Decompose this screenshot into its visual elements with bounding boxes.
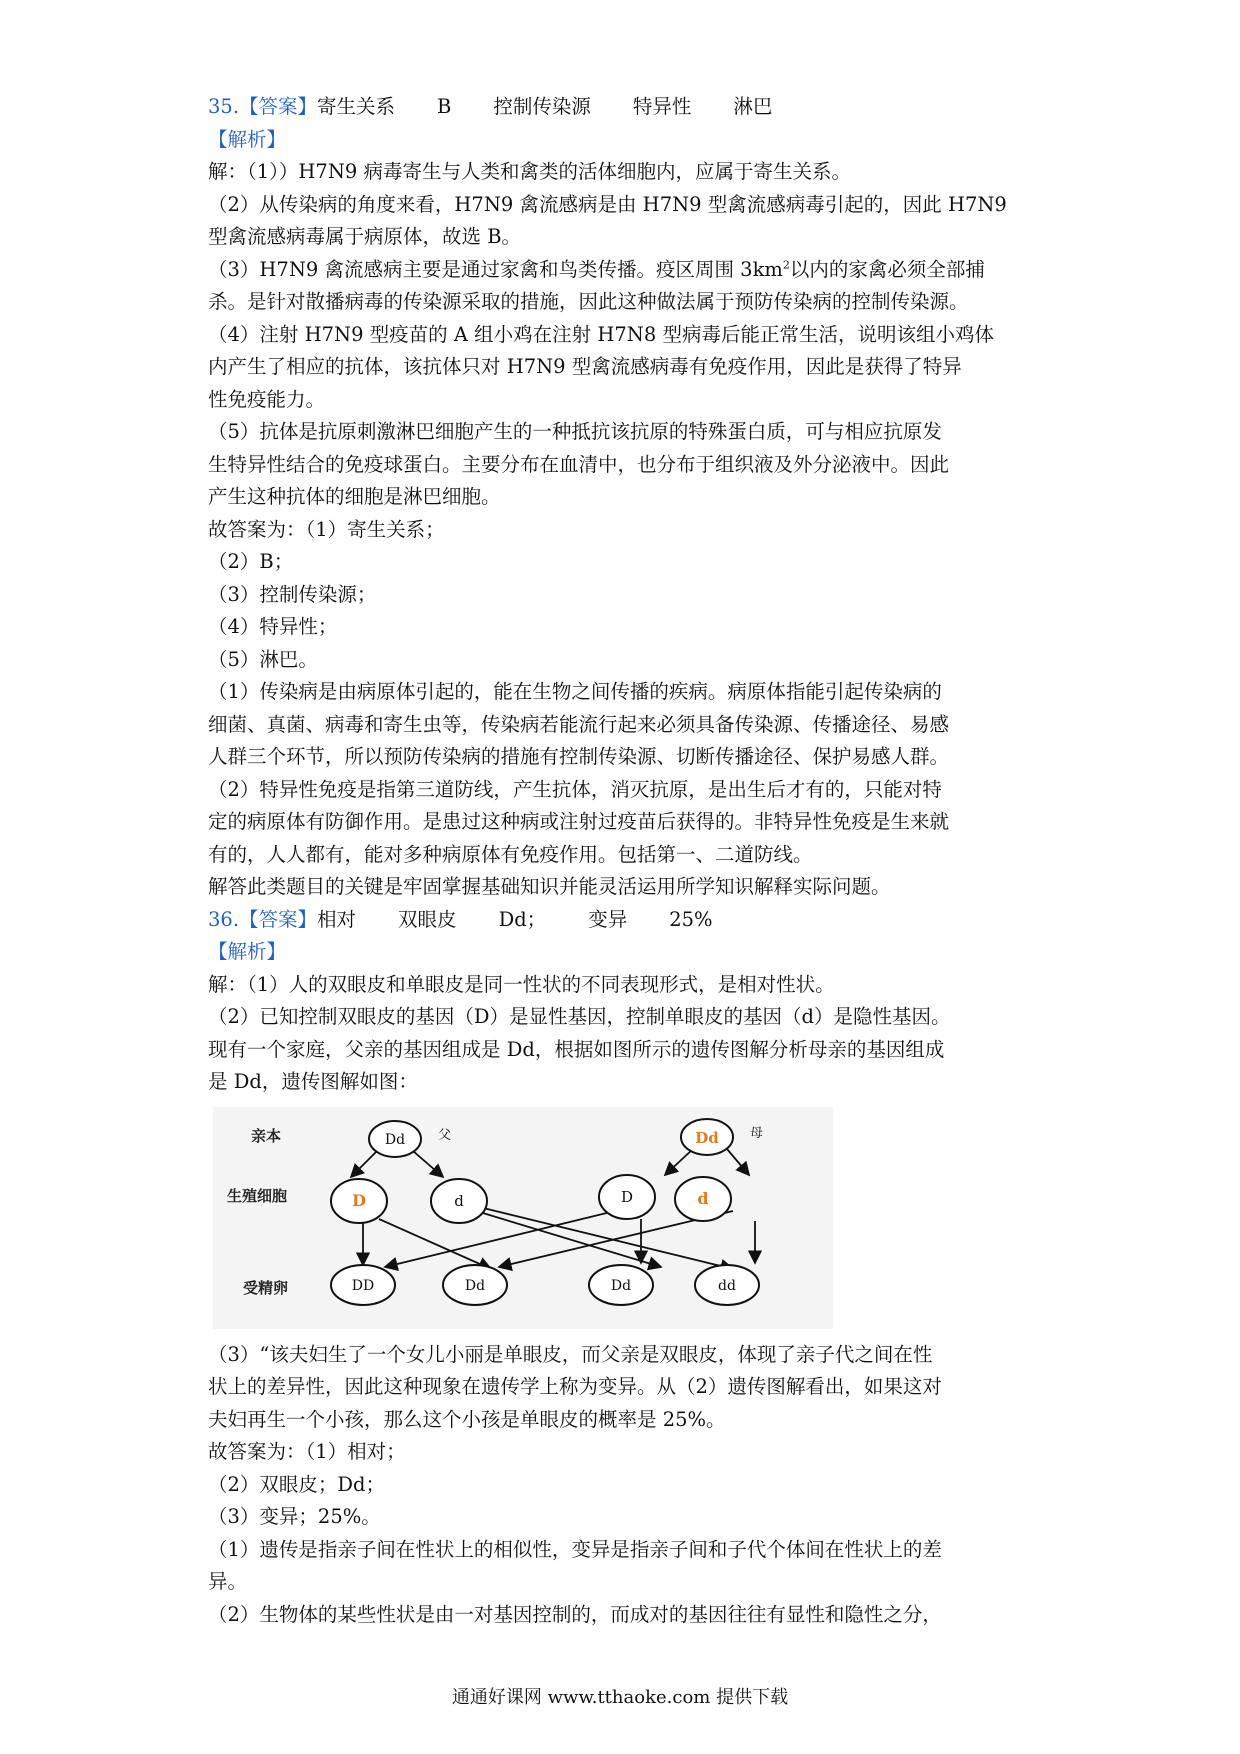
q35-line: （1）传染病是由病原体引起的，能在生物之间传播的疾病。病原体指能引起传染病的 [208, 680, 942, 703]
mother-genotype: Dd [695, 1128, 719, 1147]
father-genotype: Dd [384, 1131, 406, 1148]
mother-label: 母 [750, 1125, 764, 1141]
zygote-label: dd [718, 1277, 736, 1294]
q35-answer-3: 控制传染源 [493, 95, 591, 118]
q35-line: （5）抗体是抗原刺激淋巴细胞产生的一种抵抗该抗原的特殊蛋白质，可与相应抗原发 [208, 420, 942, 443]
q35-line: （4）特异性； [208, 615, 338, 638]
page-footer: 通通好课网 www.tthaoke.com 提供下载 [451, 1687, 789, 1708]
q36-line: 异。 [208, 1570, 248, 1593]
q36-line: （1）遗传是指亲子间在性状上的相似性，变异是指亲子间和子代个体间在性状上的差 [208, 1537, 942, 1561]
q35-line: （2）从传染病的角度来看，H7N9 禽流感病是由 H7N9 型禽流感病毒引起的，因此 H7N9 [208, 192, 1007, 216]
inheritance-diagram-svg [213, 1107, 833, 1329]
q35-answer-2: B [437, 95, 452, 118]
q35-line: 性免疫能力。 [208, 387, 326, 411]
zygote-label: DD [351, 1277, 375, 1294]
zygote-label: Dd [464, 1277, 486, 1294]
q36-line: 故答案为：（1）相对； [208, 1440, 406, 1463]
q35-analysis-tag: 【解析】 [208, 127, 287, 151]
zygote-label: Dd [610, 1277, 632, 1294]
q36-line: 夫妇再生一个小孩，那么这个小孩是单眼皮的概率是 25%。 [208, 1407, 726, 1431]
q35-answer-5: 淋巴 [733, 95, 773, 118]
q35-line: 产生这种抗体的细胞是淋巴细胞。 [208, 485, 501, 508]
father-label: 父 [438, 1127, 452, 1143]
q35-line: （2）B； [208, 550, 294, 573]
q35-line: 故答案为：（1）寄生关系； [208, 517, 445, 541]
gamete-label: D [352, 1190, 366, 1210]
q35-line: 解答此类题目的关键是牢固掌握基础知识并能灵活运用所学知识解释实际问题。 [208, 875, 891, 898]
q36-number: 36. [208, 907, 240, 931]
q35-answer-header [208, 91, 1048, 124]
row-label-zygotes: 受精卵 [243, 1278, 289, 1297]
superscript: 2 [782, 258, 790, 271]
gamete-label: D [620, 1187, 634, 1206]
q35-answer-4: 特异性 [632, 95, 692, 118]
q36-answer-2: 双眼皮 [398, 907, 457, 931]
q35-line: 型禽流感病毒属于病原体，故选 B。 [208, 225, 522, 248]
q35-line: 定的病原体有防御作用。是患过这种病或注射过疫苗后获得的。非特异性免疫是生来就 [208, 810, 950, 833]
row-label-gametes: 生殖细胞 [227, 1186, 288, 1205]
q35-line: 内产生了相应的抗体，该抗体只对 H7N9 型禽流感病毒有免疫作用，因此是获得了特异 [208, 355, 962, 378]
q36-line: （2）双眼皮；Dd； [208, 1472, 386, 1496]
q36-line: 是 Dd，遗传图解如图： [208, 1070, 418, 1093]
document-body [208, 91, 1048, 1631]
row-label-parents: 亲本 [251, 1126, 282, 1145]
q35-answer-1: 寄生关系 [317, 95, 396, 118]
q36-answer-1: 相对 [317, 907, 357, 931]
gamete-label: d [454, 1191, 464, 1210]
q35-line-with-superscript [208, 254, 1048, 287]
q36-line: （2）已知控制双眼皮的基因（D）是显性基因，控制单眼皮的基因（d）是隐性基因。 [208, 1005, 951, 1028]
q35-line: （4）注射 H7N9 型疫苗的 A 组小鸡在注射 H7N8 型病毒后能正常生活，说明该组小鸡体 [208, 322, 994, 346]
gamete-label: d [697, 1188, 709, 1208]
q36-line: 现有一个家庭，父亲的基因组成是 Dd，根据如图所示的遗传图解分析母亲的基因组成 [208, 1037, 945, 1061]
q36-answer-3: Dd； [498, 907, 547, 931]
q36-line: 解：（1）人的双眼皮和单眼皮是同一性状的不同表现形式，是相对性状。 [208, 972, 835, 996]
inheritance-diagram [213, 1107, 833, 1329]
q35-line: 生特异性结合的免疫球蛋白。主要分布在血清中，也分布于组织液及外分泌液中。因此 [208, 452, 950, 476]
q35-line: （3）控制传染源； [208, 582, 377, 606]
q36-answer-4: 变异 [588, 907, 628, 931]
q35-line-head: （3）H7N9 禽流感病主要是通过家禽和鸟类传播。疫区周围 3km [208, 257, 783, 281]
q35-line-tail: 以内的家禽必须全部捕 [789, 257, 985, 281]
q35-line: 有的，人人都有，能对多种病原体有免疫作用。包括第一、二道防线。 [208, 842, 813, 866]
q36-line: （3）“该夫妇生了一个女儿小丽是单眼皮，而父亲是双眼皮，体现了亲子代之间在性 [208, 1342, 933, 1366]
q36-line: （3）变异；25%。 [208, 1505, 381, 1528]
q35-line: （2）特异性免疫是指第三道防线，产生抗体，消灭抗原，是出生后才有的，只能对特 [208, 777, 942, 801]
q35-line: 解：（1））H7N9 病毒寄生与人类和禽类的活体细胞内，应属于寄生关系。 [208, 160, 851, 183]
q36-analysis-tag: 【解析】 [208, 940, 287, 963]
q35-line: （5）淋巴。 [208, 647, 318, 671]
q35-line: 杀。是针对散播病毒的传染源采取的措施，因此这种做法属于预防传染病的控制传染源。 [208, 290, 969, 313]
q35-line: 人群三个环节，所以预防传染病的措施有控制传染源、切断传播途径、保护易感人群。 [208, 745, 950, 768]
q36-line: （2）生物体的某些性状是由一对基因控制的，而成对的基因往往有显性和隐性之分， [208, 1602, 942, 1626]
q36-answer-5: 25% [669, 907, 713, 931]
q36-answer-header [208, 904, 1048, 937]
q35-line: 细菌、真菌、病毒和寄生虫等，传染病若能流行起来必须具备传染源、传播途径、易感 [208, 712, 950, 736]
q36-line: 状上的差异性，因此这种现象在遗传学上称为变异。从（2）遗传图解看出，如果这对 [208, 1375, 942, 1398]
q35-answer-tag: 【答案】 [239, 95, 318, 118]
q35-number: 35. [208, 95, 240, 118]
q36-answer-tag: 【答案】 [239, 907, 318, 931]
